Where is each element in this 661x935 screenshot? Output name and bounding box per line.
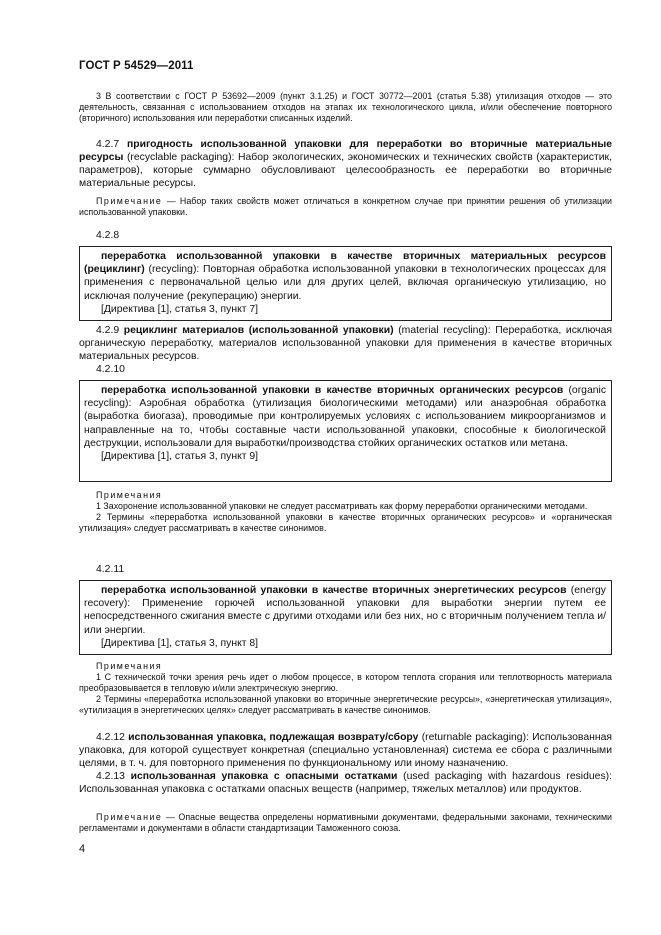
term-4-2-12 <box>79 731 612 770</box>
term-title: использованная упаковка, подлежащая возврату/сбору <box>128 732 419 743</box>
term-number-4-2-11: 4.2.11 <box>96 564 125 575</box>
term-definition: (recyclable packaging): Набор экологических, экономических и технических свойств (характеристик, параметров), которые суммарно обусловливают целесообразность ее переработки во вторичные материальные ресурсы. <box>79 152 612 190</box>
term-number: 4.2.13 <box>96 771 125 782</box>
term-title: переработка использованной упаковки в качестве вторичных энергетических ресурсов <box>101 585 567 596</box>
note-label: Примечание <box>96 196 163 206</box>
term-title: переработка использованной упаковки в качестве вторичных органических ресурсов <box>101 385 564 396</box>
notes-label: Примечания <box>96 661 163 671</box>
note-1: 1 С технической точки зрения речь идет о любом процессе, в котором теплота сгорания или теплотворность материала преобразовывается в тепловую и/или электрическую энергию. <box>79 672 612 694</box>
term-number-4-2-8: 4.2.8 <box>96 230 120 241</box>
term-definition: (used packaging with hazardous residues): Использованная упаковка с остатками опасных веществ (например, тяжелых металлов) или продуктов. <box>79 771 612 796</box>
term-box-4-2-8 <box>79 246 612 321</box>
term-definition: (organic recycling): Аэробная обработка (утилизация биологическими методами) или анаэробная обработка (выработка биогаза), проводимые при контролируемых условиях с использованием микроорганизмов и направленные на то, чтобы составные части использованной упаковки, способные к биологической деструкции, использовали для выработки/производства стойких органических остатков или метана. <box>84 385 607 449</box>
term-title: использованная упаковка с опасными остатками <box>130 771 398 782</box>
term-definition: (returnable packaging): Использованная упаковка, для которой существует конкретная (специально установленная) система ее сбора с различными целями, в т. ч. для повторного применения по функциональному или иному назначению. <box>79 732 612 770</box>
term-box-4-2-10 <box>79 380 612 482</box>
term-reference: [Директива [1], статья 3, пункт 8] <box>101 637 259 649</box>
term-definition: (energy recovery): Применение горючей использованной упаковки для выработки энергии путем ее непосредственного сжигания вместе с другими отходами или без них, но с вторичным получением тепла и/или энергии. <box>84 585 606 636</box>
term-title: рециклинг материалов (использованной упаковки) <box>123 325 394 336</box>
note-label: Примечание <box>96 812 163 822</box>
term-title: пригодность использованной упаковки для переработки во вторичные материальные ресурсы <box>79 139 612 164</box>
note-1: 1 Захоронение использованной упаковки не следует рассматривать как форму переработки органическими методами. <box>96 501 588 512</box>
note-4-2-13 <box>79 812 612 834</box>
standard-header: ГОСТ Р 54529—2011 <box>79 60 194 72</box>
term-definition: (material recycling): Переработка, исключая органическую переработку, материалов использованной упаковки для применения в качестве вторичных материальных ресурсов. <box>79 325 612 363</box>
term-title: переработка использованной упаковки в качестве вторичных материальных ресурсов (рециклинг) <box>84 251 606 276</box>
note-4-2-7 <box>79 196 612 218</box>
term-reference: [Директива [1], статья 3, пункт 7] <box>101 303 259 315</box>
note-2: 2 Термины «переработка использованной упаковки в качестве вторичных органических ресурсов» и «органическая утилизация» следует рассматривать в качестве синонимов. <box>79 512 612 534</box>
note-3 <box>79 91 612 124</box>
notes-4-2-11 <box>79 661 612 716</box>
term-number-4-2-10: 4.2.10 <box>96 364 125 375</box>
term-reference: [Директива [1], статья 3, пункт 9] <box>101 451 259 463</box>
term-number: 4.2.12 <box>96 732 125 743</box>
term-4-2-9 <box>79 324 612 363</box>
note-3-text: 3 В соответствии с ГОСТ Р 53692—2009 (пункт 3.1.25) и ГОСТ 30772—2001 (статья 5.38) утилизация отходов — это деятельность, связанная с использованием отходов на этапах их технологического цикла, и/или обеспечение повторного (вторичного) использования или переработки списанных изделий. <box>79 91 612 124</box>
note-2: 2 Термины «переработка использованной упаковки во вторичные энергетические ресурсы», «энергетическая утилизация», «утилизация в энергетических целях» следует рассматривать в качестве синонимов. <box>79 694 612 716</box>
notes-4-2-10 <box>79 490 612 534</box>
term-number: 4.2.9 <box>96 325 120 336</box>
term-box-4-2-11 <box>79 580 612 655</box>
note-text: — Набор таких свойств может отличаться в конкретном случае при принятии решения об утилизации использованной упаковки. <box>79 196 612 218</box>
term-number: 4.2.7 <box>96 139 120 150</box>
term-definition: (recycling): Повторная обработка использованной упаковки в технологических процессах для применения с первоначальной целью или для других целей, включая органическую утилизацию, но исключая получение (рекуперацию) энергии. <box>84 264 607 302</box>
term-4-2-13 <box>79 770 612 796</box>
term-4-2-7 <box>79 138 612 190</box>
note-text: — Опасные вещества определены нормативными документами, федеральными законами, техническими регламентами и документами в области стандартизации Таможенного союза. <box>79 812 613 834</box>
page-number: 4 <box>79 843 86 855</box>
notes-label: Примечания <box>96 490 163 500</box>
